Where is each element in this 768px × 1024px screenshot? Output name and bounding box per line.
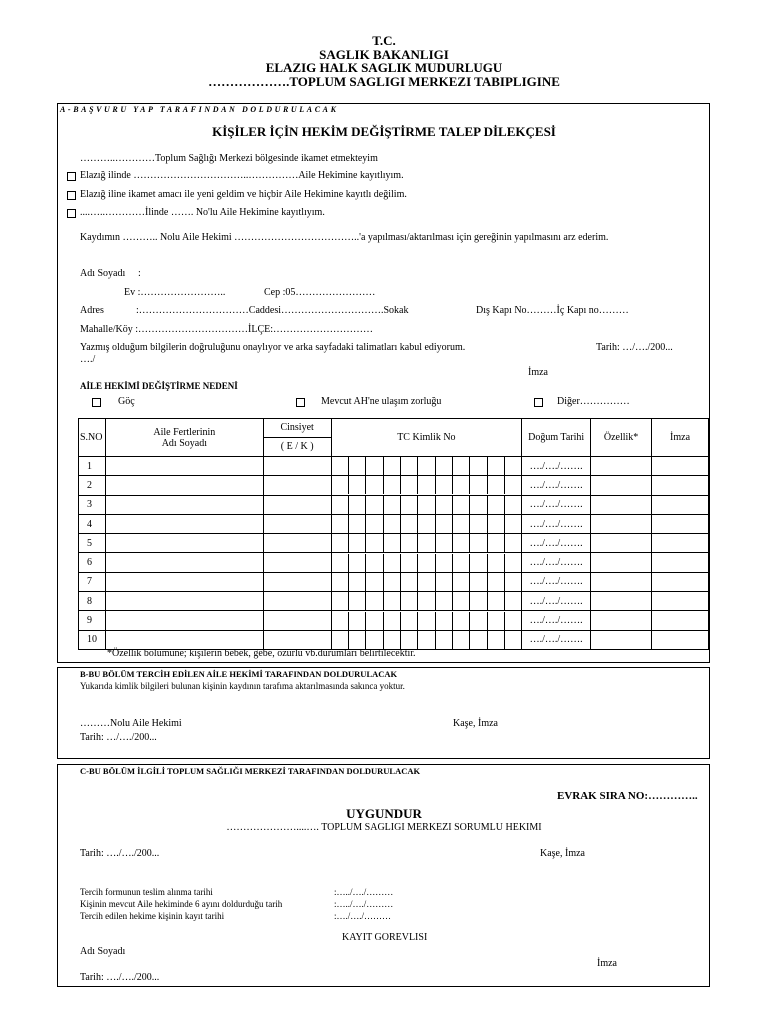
tc-digit-box[interactable] xyxy=(487,476,504,494)
date-row-3-value: :…./…./……… xyxy=(334,911,392,921)
neighborhood-line: Mahalle/Köy :……………………………İLÇE:………………………… xyxy=(80,324,374,335)
tc-digit-box[interactable] xyxy=(348,476,365,494)
section-c-title: C-BU BÖLÜM İLGİLİ TOPLUM SAĞLIĞI MERKEZİ TARAFINDAN DOLDURULACAK xyxy=(80,766,421,776)
tc-digit-box[interactable] xyxy=(348,573,365,591)
section-c-stamp: Kaşe, İmza xyxy=(540,848,585,859)
tc-digit-box[interactable] xyxy=(487,592,504,610)
table-row xyxy=(79,514,709,533)
section-b-text: Yukarıda kimlik bilgileri bulunan kişinin kaydının tarafıma aktarılmasında sakınca yoktur. xyxy=(80,681,405,691)
table-row xyxy=(79,611,709,630)
tc-digit-box[interactable] xyxy=(383,496,400,514)
row-name-cell[interactable] xyxy=(105,592,263,611)
row-sign-cell[interactable] xyxy=(652,514,709,533)
tc-digit-box[interactable] xyxy=(383,457,400,475)
tc-digit-box[interactable] xyxy=(400,457,417,475)
option-2-checkbox[interactable] xyxy=(67,191,76,200)
tc-digit-box[interactable] xyxy=(487,496,504,514)
header-directorate: ELAZIG HALK SAGLIK MUDURLUGU xyxy=(265,60,503,75)
tc-digit-box[interactable] xyxy=(487,554,504,572)
option-3-label: ....…..…………İlinde ……. No'lu Aile Hekimine kayıtlıyım. xyxy=(80,207,325,218)
section-b-doctor: ………Nolu Aile Hekimi xyxy=(80,718,182,729)
section-c-date: Tarih: …./…./200... xyxy=(80,848,160,859)
evrak-no: EVRAK SIRA NO:………….. xyxy=(557,790,698,802)
tc-digit-box[interactable] xyxy=(383,592,400,610)
tc-digit-box[interactable] xyxy=(348,496,365,514)
tc-digit-box[interactable] xyxy=(383,631,400,649)
row-feature-cell[interactable] xyxy=(591,495,652,514)
option-1-checkbox[interactable] xyxy=(67,172,76,181)
name-colon: : xyxy=(138,268,141,279)
tc-digit-box[interactable] xyxy=(348,534,365,552)
row-feature-cell[interactable] xyxy=(591,592,652,611)
tc-digit-box[interactable] xyxy=(504,573,521,591)
row-gender-cell[interactable] xyxy=(263,611,331,630)
declaration: Yazmış olduğum bilgilerin doğruluğunu onaylıyor ve arka sayfadaki talimatları kabul ediyorum. xyxy=(80,342,466,353)
row-gender-cell[interactable] xyxy=(263,457,331,476)
tc-digit-box[interactable] xyxy=(365,592,382,610)
row-tc-cell[interactable] xyxy=(331,514,522,533)
table-row xyxy=(79,592,709,611)
table-row xyxy=(79,534,709,553)
row-number: 6 xyxy=(79,553,106,572)
header-ministry: SAGLIK BAKANLIGI xyxy=(319,47,449,62)
tc-digit-box[interactable] xyxy=(365,612,382,630)
table-row xyxy=(79,476,709,495)
tc-digit-box[interactable] xyxy=(400,534,417,552)
row-tc-cell[interactable] xyxy=(331,592,522,611)
tc-digit-box[interactable] xyxy=(504,534,521,552)
row-dob-cell: …./…./……. xyxy=(522,476,591,495)
tc-digit-box[interactable] xyxy=(400,631,417,649)
tc-digit-box[interactable] xyxy=(383,476,400,494)
row-sign-cell[interactable] xyxy=(652,572,709,591)
tc-digit-box[interactable] xyxy=(452,573,469,591)
row-feature-cell[interactable] xyxy=(591,457,652,476)
header-name xyxy=(105,419,263,457)
address-label: Adres xyxy=(80,305,104,316)
tc-digit-box[interactable] xyxy=(417,592,434,610)
row-dob-cell: …./…./……. xyxy=(522,553,591,572)
header-name-line2: Adı Soyadı xyxy=(161,437,207,449)
residence-line: ………..…………Toplum Sağlığı Merkezi bölgesinde ikamet etmekteyim xyxy=(80,153,378,164)
row-gender-cell[interactable] xyxy=(263,476,331,495)
tc-digit-box[interactable] xyxy=(383,573,400,591)
mobile-phone: Cep :05…………………… xyxy=(264,287,376,298)
form-title: KİŞİLER İÇİN HEKİM DEĞİŞTİRME TALEP DİLEKÇESİ xyxy=(212,124,556,139)
reason-migration-label: Göç xyxy=(118,396,135,407)
row-name-cell[interactable] xyxy=(105,630,263,649)
family-table xyxy=(78,418,709,650)
row-name-cell[interactable] xyxy=(105,611,263,630)
row-dob-cell: …./…./……. xyxy=(522,457,591,476)
row-feature-cell[interactable] xyxy=(591,630,652,649)
table-row xyxy=(79,572,709,591)
date-row-1-label: Tercih formunun teslim alınma tarihi xyxy=(80,887,213,897)
tc-digit-box[interactable] xyxy=(469,631,486,649)
row-name-cell[interactable] xyxy=(105,514,263,533)
tc-digit-box[interactable] xyxy=(332,592,348,610)
header-tc: T.C. xyxy=(372,33,396,48)
tc-digit-box[interactable] xyxy=(400,515,417,533)
tc-digit-box[interactable] xyxy=(452,592,469,610)
row-number: 8 xyxy=(79,592,106,611)
tc-digit-box[interactable] xyxy=(332,515,348,533)
row-name-cell[interactable] xyxy=(105,495,263,514)
tc-digit-box[interactable] xyxy=(435,631,452,649)
tc-digit-box[interactable] xyxy=(469,534,486,552)
header-sno: S.NO xyxy=(79,419,106,457)
row-sign-cell[interactable] xyxy=(652,534,709,553)
reason-access-label: Mevcut AH'ne ulaşım zorluğu xyxy=(321,396,442,407)
header-addressee: ……………….TOPLUM SAGLIGI MERKEZI TABIPLIGINE xyxy=(208,74,560,89)
tc-digit-box[interactable] xyxy=(417,476,434,494)
tc-digit-box[interactable] xyxy=(365,631,382,649)
row-number: 1 xyxy=(79,457,106,476)
option-3-checkbox[interactable] xyxy=(67,209,76,218)
registrar-title: KAYIT GOREVLISI xyxy=(342,932,428,943)
tc-digit-box[interactable] xyxy=(487,515,504,533)
tc-digit-box[interactable] xyxy=(348,612,365,630)
row-sign-cell[interactable] xyxy=(652,630,709,649)
tc-digit-box[interactable] xyxy=(504,457,521,475)
date-row-3-label: Tercih edilen hekime kişinin kayıt tarihi xyxy=(80,911,225,921)
tc-digit-box[interactable] xyxy=(504,515,521,533)
tc-digit-box[interactable] xyxy=(417,457,434,475)
tc-digit-box[interactable] xyxy=(365,534,382,552)
tc-digit-box[interactable] xyxy=(400,573,417,591)
tc-digit-box[interactable] xyxy=(417,534,434,552)
row-sign-cell[interactable] xyxy=(652,457,709,476)
row-gender-cell[interactable] xyxy=(263,630,331,649)
tc-digit-box[interactable] xyxy=(469,573,486,591)
date-row-2-label: Kişinin mevcut Aile hekiminde 6 ayını doldurduğu tarih xyxy=(80,899,283,909)
row-sign-cell[interactable] xyxy=(652,553,709,572)
row-sign-cell[interactable] xyxy=(652,611,709,630)
registrar-name: Adı Soyadı xyxy=(80,946,126,957)
row-dob-cell: …./…./……. xyxy=(522,495,591,514)
tc-digit-box[interactable] xyxy=(504,476,521,494)
tc-digit-box[interactable] xyxy=(348,592,365,610)
option-2-label: Elazığ iline ikamet amacı ile yeni geldim ve hiçbir Aile Hekimine kayıtlı değilim. xyxy=(80,189,407,200)
row-feature-cell[interactable] xyxy=(591,476,652,495)
row-number: 7 xyxy=(79,572,106,591)
row-gender-cell[interactable] xyxy=(263,514,331,533)
header-tc: TC Kimlik No xyxy=(331,419,522,457)
row-tc-cell[interactable] xyxy=(331,572,522,591)
tc-digit-box[interactable] xyxy=(417,496,434,514)
row-number: 5 xyxy=(79,534,106,553)
tc-digit-box[interactable] xyxy=(469,554,486,572)
row-tc-cell[interactable] xyxy=(331,553,522,572)
request-line: Kaydımın ……….. Nolu Aile Hekimi ………………………………..'a yapılması/aktarılması için gereğinin yapılmasını arz ederim. xyxy=(80,232,609,243)
row-tc-cell[interactable] xyxy=(331,611,522,630)
tc-digit-box[interactable] xyxy=(487,457,504,475)
tc-digit-box[interactable] xyxy=(332,457,348,475)
tc-digit-box[interactable] xyxy=(332,476,348,494)
tc-digit-box[interactable] xyxy=(348,631,365,649)
row-number: 10 xyxy=(79,630,106,649)
row-number: 2 xyxy=(79,476,106,495)
tc-digit-box[interactable] xyxy=(332,631,348,649)
tc-digit-box[interactable] xyxy=(469,592,486,610)
row-dob-cell: …./…./……. xyxy=(522,572,591,591)
signature-label: İmza xyxy=(528,367,548,378)
reason-migration-checkbox[interactable] xyxy=(92,398,101,407)
tc-digit-box[interactable] xyxy=(400,554,417,572)
tc-digit-box[interactable] xyxy=(487,573,504,591)
tc-digit-box[interactable] xyxy=(504,631,521,649)
tc-digit-box[interactable] xyxy=(383,554,400,572)
tc-digit-box[interactable] xyxy=(332,612,348,630)
tc-digit-box[interactable] xyxy=(435,554,452,572)
tc-digit-box[interactable] xyxy=(452,496,469,514)
tc-digit-box[interactable] xyxy=(469,496,486,514)
registrar-date: Tarih: …./…./200... xyxy=(80,972,160,983)
row-gender-cell[interactable] xyxy=(263,553,331,572)
row-dob-cell: …./…./……. xyxy=(522,514,591,533)
reason-other-checkbox[interactable] xyxy=(534,398,543,407)
reason-title: AİLE HEKİMİ DEĞİŞTİRME NEDENİ xyxy=(80,381,238,391)
approved-label: UYGUNDUR xyxy=(346,806,422,821)
row-dob-cell: …./…./……. xyxy=(522,611,591,630)
row-name-cell[interactable] xyxy=(105,553,263,572)
tc-digit-box[interactable] xyxy=(452,534,469,552)
door-no: Dış Kapı No………İç Kapı no……… xyxy=(476,305,629,316)
table-header-row xyxy=(79,419,709,457)
tc-digit-box[interactable] xyxy=(348,554,365,572)
row-name-cell[interactable] xyxy=(105,457,263,476)
tc-digit-box[interactable] xyxy=(417,515,434,533)
reason-other-label: Diğer…………… xyxy=(557,396,630,407)
tc-digit-box[interactable] xyxy=(469,612,486,630)
row-feature-cell[interactable] xyxy=(591,514,652,533)
row-gender-cell[interactable] xyxy=(263,592,331,611)
header-sign: İmza xyxy=(652,419,709,457)
section-b-stamp: Kaşe, İmza xyxy=(453,718,498,729)
section-b-title: B-BU BÖLÜM TERCİH EDİLEN AİLE HEKİMİ TARAFINDAN DOLDURULACAK xyxy=(80,669,398,679)
tc-digit-box[interactable] xyxy=(400,496,417,514)
section-b-date: Tarih: …/…./200... xyxy=(80,732,157,743)
row-name-cell[interactable] xyxy=(105,476,263,495)
header-gender xyxy=(263,419,331,457)
tc-digit-box[interactable] xyxy=(469,457,486,475)
header-gender-line1: Cinsiyet xyxy=(264,419,331,438)
row-name-cell[interactable] xyxy=(105,534,263,553)
row-tc-cell[interactable] xyxy=(331,534,522,553)
row-feature-cell[interactable] xyxy=(591,611,652,630)
tc-digit-box[interactable] xyxy=(400,476,417,494)
date-cont: …./ xyxy=(80,354,96,365)
date-row-2-value: :…../…./……… xyxy=(334,899,394,909)
row-number: 3 xyxy=(79,495,106,514)
section-a-title: A-BAŞVURU YAP TARAFINDAN DOLDURULACAK xyxy=(60,105,339,114)
tc-digit-box[interactable] xyxy=(435,592,452,610)
table-row xyxy=(79,457,709,476)
tc-digit-box[interactable] xyxy=(365,554,382,572)
tc-digit-box[interactable] xyxy=(504,554,521,572)
row-tc-cell[interactable] xyxy=(331,630,522,649)
tc-digit-box[interactable] xyxy=(469,515,486,533)
tc-digit-box[interactable] xyxy=(417,554,434,572)
row-tc-cell[interactable] xyxy=(331,457,522,476)
tc-digit-box[interactable] xyxy=(452,554,469,572)
tc-digit-box[interactable] xyxy=(383,534,400,552)
row-name-cell[interactable] xyxy=(105,572,263,591)
responsible-doctor: …………………....…. TOPLUM SAGLIGI MERKEZI SORUMLU HEKIMI xyxy=(226,822,542,833)
row-sign-cell[interactable] xyxy=(652,495,709,514)
option-1-label: Elazığ ilinde ……………………………..……………Aile Hekimine kayıtlıyım. xyxy=(80,170,404,181)
home-phone: Ev :…………………….. xyxy=(124,287,226,298)
row-number: 9 xyxy=(79,611,106,630)
tc-digit-box[interactable] xyxy=(504,612,521,630)
table-row xyxy=(79,495,709,514)
tc-digit-box[interactable] xyxy=(435,457,452,475)
table-footnote: *Özellik bölümüne; kişilerin bebek, gebe, özürlü vb.durumları belirtilecektir. xyxy=(107,648,416,659)
tc-digit-box[interactable] xyxy=(487,612,504,630)
tc-digit-box[interactable] xyxy=(452,612,469,630)
name-label: Adı Soyadı xyxy=(80,268,126,279)
tc-digit-box[interactable] xyxy=(452,457,469,475)
address-value: :……………………………Caddesi………………………….Sokak xyxy=(136,305,409,316)
tc-digit-box[interactable] xyxy=(452,515,469,533)
tc-digit-box[interactable] xyxy=(383,612,400,630)
tc-digit-box[interactable] xyxy=(435,476,452,494)
tc-digit-box[interactable] xyxy=(435,573,452,591)
row-number: 4 xyxy=(79,514,106,533)
row-feature-cell[interactable] xyxy=(591,553,652,572)
row-tc-cell[interactable] xyxy=(331,495,522,514)
tc-digit-box[interactable] xyxy=(487,631,504,649)
registrar-signature: İmza xyxy=(597,958,617,969)
reason-access-checkbox[interactable] xyxy=(296,398,305,407)
tc-digit-box[interactable] xyxy=(435,612,452,630)
tc-digit-box[interactable] xyxy=(417,631,434,649)
tc-digit-box[interactable] xyxy=(332,573,348,591)
row-feature-cell[interactable] xyxy=(591,534,652,553)
date-row-1-value: :…../…./……… xyxy=(334,887,394,897)
tc-digit-box[interactable] xyxy=(400,592,417,610)
tc-digit-box[interactable] xyxy=(417,573,434,591)
tc-digit-box[interactable] xyxy=(487,534,504,552)
row-sign-cell[interactable] xyxy=(652,592,709,611)
tc-digit-box[interactable] xyxy=(365,573,382,591)
tc-digit-box[interactable] xyxy=(365,515,382,533)
row-feature-cell[interactable] xyxy=(591,572,652,591)
tc-digit-box[interactable] xyxy=(332,554,348,572)
table-row xyxy=(79,630,709,649)
tc-digit-box[interactable] xyxy=(365,496,382,514)
tc-digit-box[interactable] xyxy=(504,592,521,610)
tc-digit-box[interactable] xyxy=(332,496,348,514)
tc-digit-box[interactable] xyxy=(435,515,452,533)
row-gender-cell[interactable] xyxy=(263,495,331,514)
header-feature: Özellik* xyxy=(591,419,652,457)
date-right: Tarih: …/…./200... xyxy=(596,342,673,353)
row-gender-cell[interactable] xyxy=(263,534,331,553)
row-dob-cell: …./…./……. xyxy=(522,630,591,649)
tc-digit-box[interactable] xyxy=(452,631,469,649)
table-row xyxy=(79,553,709,572)
header-gender-line2: ( E / K ) xyxy=(280,441,314,452)
tc-digit-box[interactable] xyxy=(332,534,348,552)
tc-digit-box[interactable] xyxy=(435,534,452,552)
tc-digit-box[interactable] xyxy=(365,457,382,475)
tc-digit-box[interactable] xyxy=(348,515,365,533)
tc-digit-box[interactable] xyxy=(348,457,365,475)
header-name-line1: Aile Fertlerinin xyxy=(153,426,216,438)
tc-digit-box[interactable] xyxy=(435,496,452,514)
row-gender-cell[interactable] xyxy=(263,572,331,591)
header-dob: Doğum Tarihi xyxy=(522,419,591,457)
tc-digit-box[interactable] xyxy=(365,476,382,494)
row-tc-cell[interactable] xyxy=(331,476,522,495)
row-dob-cell: …./…./……. xyxy=(522,592,591,611)
row-dob-cell: …./…./……. xyxy=(522,534,591,553)
tc-digit-box[interactable] xyxy=(452,476,469,494)
tc-digit-box[interactable] xyxy=(417,612,434,630)
tc-digit-box[interactable] xyxy=(383,515,400,533)
tc-digit-box[interactable] xyxy=(469,476,486,494)
row-sign-cell[interactable] xyxy=(652,476,709,495)
tc-digit-box[interactable] xyxy=(504,496,521,514)
tc-digit-box[interactable] xyxy=(400,612,417,630)
